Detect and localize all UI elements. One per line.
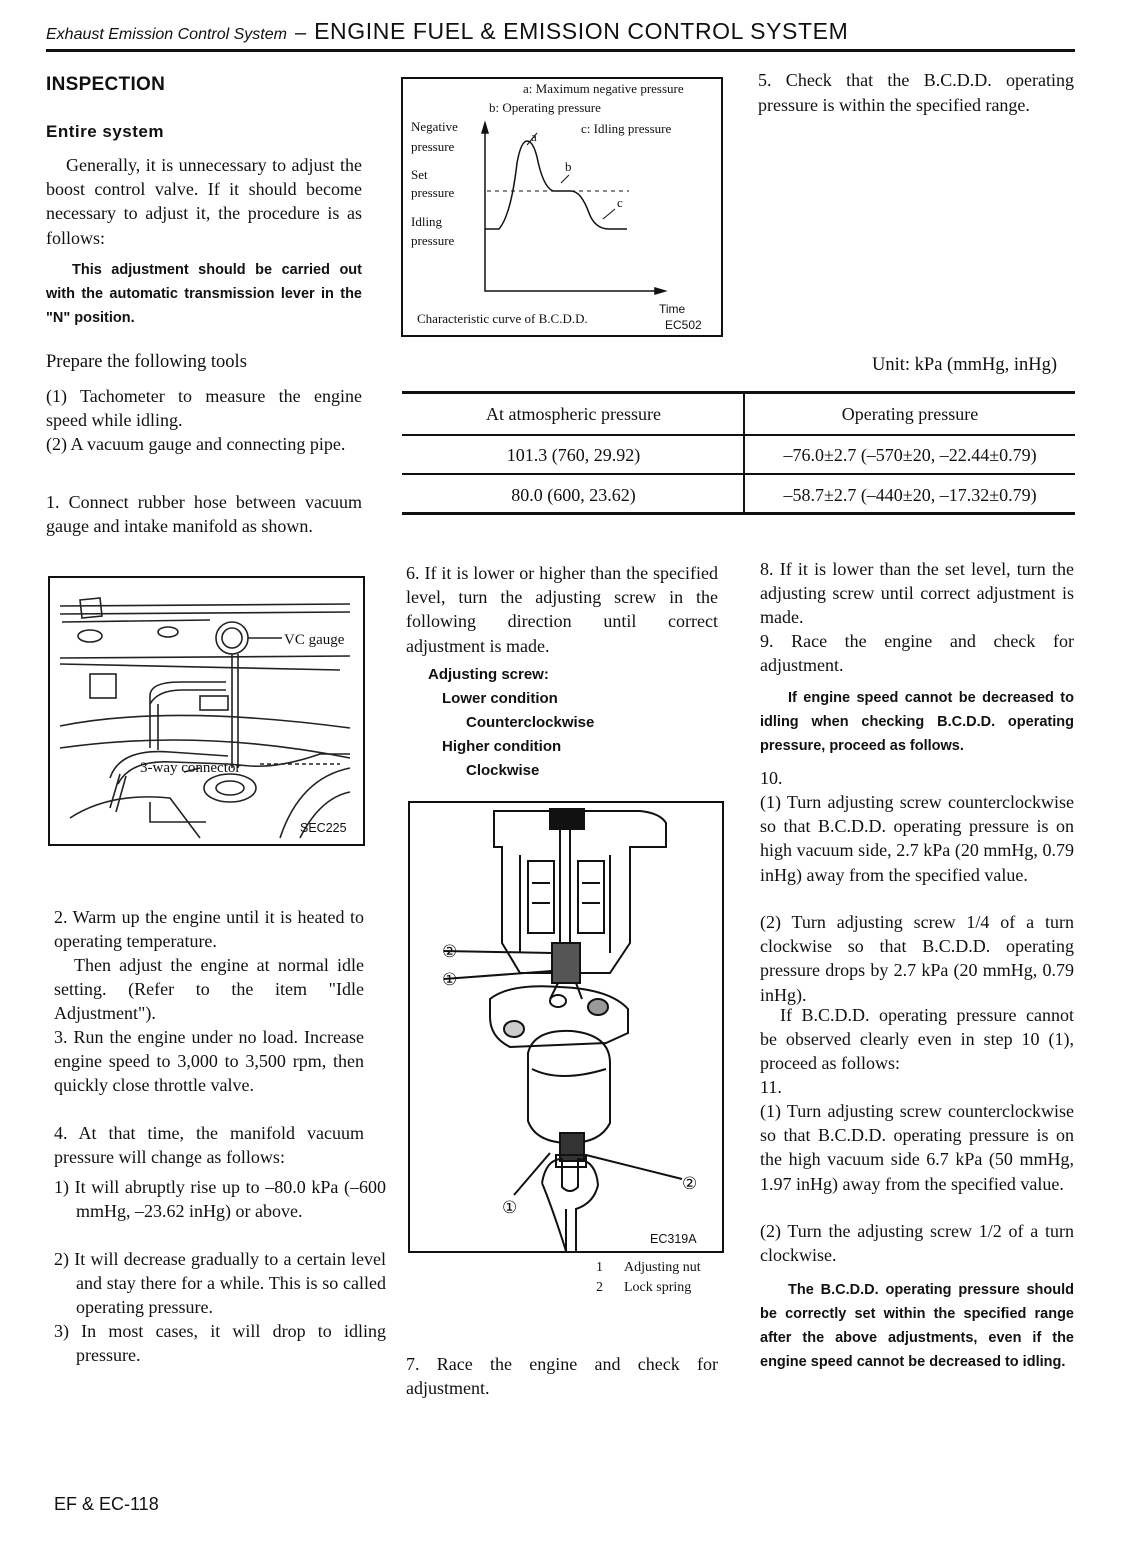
- col-header-operating: Operating pressure: [841, 404, 979, 424]
- table-top-rule: [402, 391, 1075, 394]
- figure-code-sec225: SEC225: [300, 821, 347, 835]
- tool-vacuum-gauge: (2) A vacuum gauge and connecting pipe.: [46, 434, 346, 454]
- adjusting-screw-directions: [428, 663, 594, 783]
- col-header-atmospheric: At atmospheric pressure: [486, 404, 661, 424]
- final-note: The B.C.D.D. operating pressure should be correctly set within the specified range after the above adjustments, even if the engine speed cannot be decreased to idling.: [760, 1282, 1074, 1370]
- label-idling-2: pressure: [411, 233, 455, 248]
- legend-a: a: Maximum negative pressure: [523, 81, 684, 96]
- step-4-sub-1: 1) It will abruptly rise up to –80.0 kPa (–600 mmHg, –23.62 inHg) or above.: [54, 1177, 386, 1222]
- label-negative-2: pressure: [411, 139, 455, 154]
- cell-operating: –58.7±2.7 (–440±20, –17.32±0.79): [783, 485, 1037, 505]
- legend-text: Lock spring: [624, 1280, 692, 1295]
- callout-1-bottom: ①: [502, 1198, 518, 1218]
- tool-tachometer: (1) Tachometer to measure the engine speed while idling.: [46, 386, 362, 431]
- clockwise-label: Clockwise: [466, 762, 540, 779]
- engine-speed-note: If engine speed cannot be decreased to idling when checking B.C.D.D. operating pressure, proceed as follows.: [760, 690, 1074, 754]
- tools-heading: Prepare the following tools: [46, 352, 247, 372]
- step-6: 6. If it is lower or higher than the specified level, turn the adjusting screw in the following direction until correct adjustment is made.: [406, 563, 718, 656]
- table-header-row: [402, 396, 1075, 433]
- figure-code-ec502: EC502: [665, 318, 702, 332]
- step-4-sub-2: 2) It will decrease gradually to a certain level and stay there for a while. This is so called operating pressure.: [54, 1249, 386, 1318]
- point-b-label: b: [565, 159, 572, 174]
- vc-gauge-label: VC gauge: [284, 632, 345, 648]
- transmission-note: This adjustment should be carried out with the automatic transmission lever in the "N" position.: [46, 262, 362, 326]
- legend-b: b: Operating pressure: [489, 100, 601, 115]
- time-axis-label: Time: [659, 302, 686, 316]
- pressure-curve: [485, 141, 627, 229]
- step-5: 5. Check that the B.C.D.D. operating pressure is within the specified range.: [758, 70, 1074, 115]
- figure-legend: [596, 1258, 701, 1298]
- characteristic-curve-figure: [401, 77, 723, 337]
- step-11-2: (2) Turn the adjusting screw 1/2 of a turn clockwise.: [760, 1221, 1074, 1266]
- intro-paragraph: Generally, it is unnecessary to adjust the boost control valve. If it should become necessary to adjust it, the procedure is as follows:: [46, 155, 362, 248]
- lower-condition-label: Lower condition: [442, 690, 558, 707]
- curve-axes: [485, 123, 665, 291]
- table-row: [402, 433, 1075, 474]
- higher-condition-label: Higher condition: [442, 738, 562, 755]
- step-10-1: (1) Turn adjusting screw counterclockwise so that B.C.D.D. operating pressure is on high vacuum side, 2.7 kPa (20 mmHg, 0.79 inHg) away from the specified value.: [760, 792, 1074, 885]
- step-8: 8. If it is lower than the set level, turn the adjusting screw until correct adjustment is made.: [760, 559, 1074, 628]
- table-row: [402, 474, 1075, 514]
- header-dash: –: [294, 22, 307, 44]
- label-negative: Negative: [411, 119, 458, 134]
- callout-2-bottom: ②: [682, 1174, 698, 1194]
- legend-c: c: Idling pressure: [581, 121, 672, 136]
- cell-atmospheric: 101.3 (760, 29.92): [506, 445, 641, 465]
- adjusting-screw-figure: [408, 801, 724, 1253]
- engine-bay-illustration: [50, 578, 363, 844]
- curve-caption: Characteristic curve of B.C.D.D.: [417, 311, 588, 326]
- step-2-idle-setting: Then adjust the engine at normal idle setting. (Refer to the item "Idle Adjustment").: [54, 955, 364, 1024]
- step-11-1: (1) Turn adjusting screw counterclockwise so that B.C.D.D. operating pressure is on the high vacuum side 6.7 kPa (50 mmHg, 1.97 inHg) away from the specified value.: [760, 1101, 1074, 1194]
- step-7: 7. Race the engine and check for adjustment.: [406, 1354, 718, 1399]
- step-4-sub-3: 3) In most cases, it will drop to idling pressure.: [54, 1321, 386, 1366]
- step-9: 9. Race the engine and check for adjustment.: [760, 631, 1074, 676]
- step-10-2: (2) Turn adjusting screw 1/4 of a turn clockwise so that B.C.D.D. operating pressure drops by 2.7 kPa (20 mmHg, 0.79 inHg).: [760, 912, 1074, 1005]
- header-section-name: Exhaust Emission Control System: [46, 26, 287, 43]
- step-2: 2. Warm up the engine until it is heated to operating temperature.: [54, 907, 364, 952]
- bcdd-pressure-curve: [403, 79, 721, 335]
- step-1: 1. Connect rubber hose between vacuum gauge and intake manifold as shown.: [46, 492, 362, 537]
- figure-code-ec319a: EC319A: [650, 1232, 697, 1246]
- callout-2-top: ②: [442, 942, 458, 962]
- legend-item: [596, 1258, 701, 1278]
- adjusting-screw-title: Adjusting screw:: [428, 666, 549, 683]
- header-rule: [46, 49, 1075, 52]
- section-heading: INSPECTION: [46, 74, 166, 95]
- bcdd-valve-illustration: [410, 803, 722, 1251]
- legend-num: 2: [596, 1280, 603, 1295]
- step-10-3: If B.C.D.D. operating pressure cannot be observed clearly even in step 10 (1), proceed as follows:: [760, 1005, 1074, 1074]
- callout-1-top: ①: [442, 970, 458, 990]
- legend-num: 1: [596, 1260, 603, 1275]
- subsection-heading: Entire system: [46, 122, 164, 141]
- point-c-label: c: [617, 195, 623, 210]
- counterclockwise-label: Counterclockwise: [466, 714, 595, 731]
- cell-operating: –76.0±2.7 (–570±20, –22.44±0.79): [783, 445, 1037, 465]
- step-11: 11.: [760, 1077, 782, 1097]
- table-unit: Unit: kPa (mmHg, inHg): [872, 355, 1057, 375]
- step-3: 3. Run the engine under no load. Increase engine speed to 3,000 to 3,500 rpm, then quickly close throttle valve.: [54, 1027, 364, 1096]
- point-a-label: a: [531, 129, 537, 144]
- operating-pressure-table: [402, 396, 1075, 514]
- step-4: 4. At that time, the manifold vacuum pressure will change as follows:: [54, 1123, 364, 1168]
- label-idling: Idling: [411, 214, 443, 229]
- label-set-2: pressure: [411, 185, 455, 200]
- label-set: Set: [411, 167, 428, 182]
- legend-text: Adjusting nut: [624, 1260, 701, 1275]
- step-10: 10.: [760, 768, 783, 788]
- page-header: [46, 18, 1086, 48]
- page-number: EF & EC-118: [54, 1494, 159, 1514]
- header-chapter-title: ENGINE FUEL & EMISSION CONTROL SYSTEM: [314, 18, 849, 44]
- three-way-connector-label: 3-way connector: [140, 760, 241, 776]
- cell-atmospheric: 80.0 (600, 23.62): [511, 485, 636, 505]
- legend-item: [596, 1278, 701, 1298]
- vacuum-gauge-figure: [48, 576, 365, 846]
